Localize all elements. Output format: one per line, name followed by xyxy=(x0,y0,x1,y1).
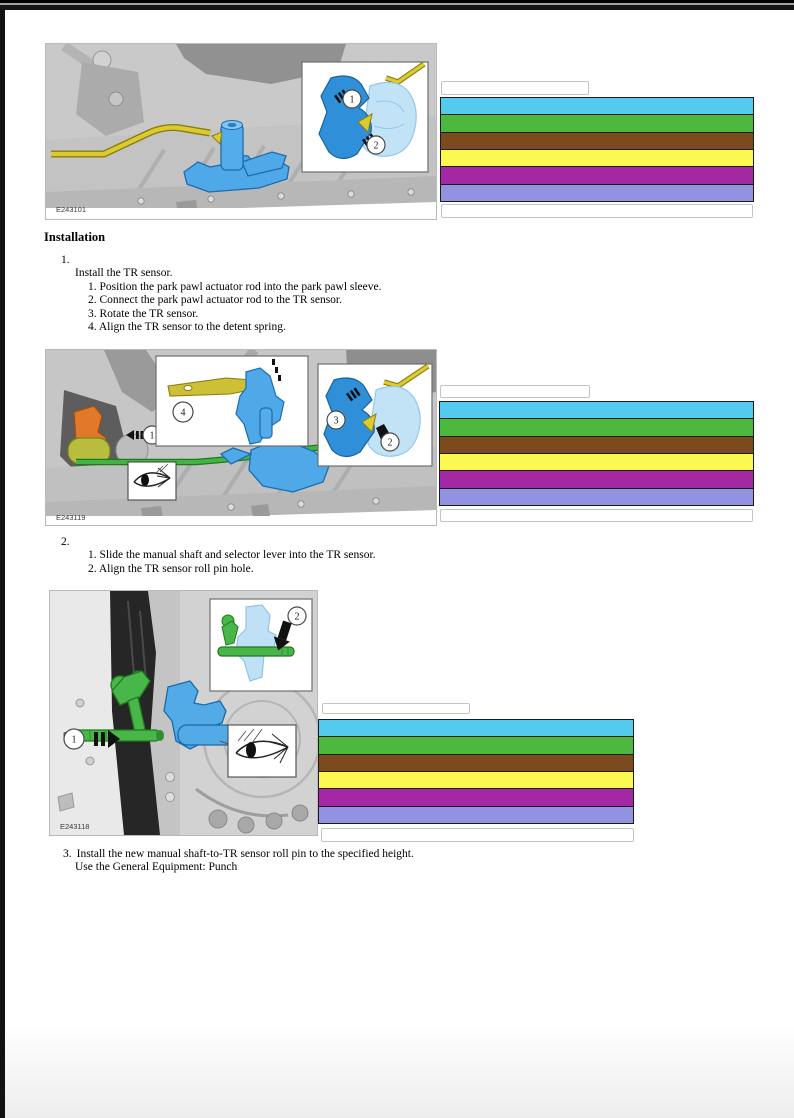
svg-text:2: 2 xyxy=(387,437,393,449)
placeholder-box-top-3[interactable] xyxy=(322,703,470,714)
step-1-substep-3: 3. Rotate the TR sensor. xyxy=(88,307,199,320)
figure-2-inset-sensor xyxy=(318,364,432,466)
figure-e243118-drawing xyxy=(50,591,317,835)
figure-e243101-drawing xyxy=(46,44,436,219)
figure-e243119-drawing xyxy=(46,350,436,525)
color-bar-4[interactable] xyxy=(439,453,754,471)
svg-text:1: 1 xyxy=(349,94,355,106)
window-top-bar xyxy=(0,0,794,10)
color-bar-4[interactable] xyxy=(318,771,634,789)
color-bar-1[interactable] xyxy=(318,719,634,737)
callout-2 xyxy=(288,607,306,625)
step-1 xyxy=(61,254,382,334)
figure-1-inset xyxy=(302,62,428,172)
view-direction-eye-icon xyxy=(128,462,176,500)
color-bar-stack-3 xyxy=(318,719,634,824)
svg-text:3: 3 xyxy=(333,415,339,427)
step-3-number: 3. xyxy=(63,848,72,860)
color-bar-stack-1 xyxy=(440,97,754,202)
figure-3-inset xyxy=(210,599,312,691)
figure-2-inset-detent xyxy=(156,356,308,446)
step-2-number: 2. xyxy=(61,536,70,548)
placeholder-box-bottom-1[interactable] xyxy=(441,204,753,218)
color-bar-5[interactable] xyxy=(439,470,754,488)
color-bar-6[interactable] xyxy=(318,806,634,824)
color-bar-3[interactable] xyxy=(318,754,634,772)
page-bottom-fade xyxy=(5,1023,794,1118)
step-2-substep-1: 1. Slide the manual shaft and selector lever into the TR sensor. xyxy=(88,549,376,562)
step-1-substep-1: 1. Position the park pawl actuator rod into the park pawl sleeve. xyxy=(88,280,382,293)
color-bar-1[interactable] xyxy=(440,97,754,115)
step-1-substep-2: 2. Connect the park pawl actuator rod to the TR sensor. xyxy=(88,294,343,307)
color-bar-2[interactable] xyxy=(440,114,754,132)
color-bar-6[interactable] xyxy=(440,184,754,202)
callout-4 xyxy=(173,402,193,422)
step-2 xyxy=(61,536,376,576)
placeholder-box-bottom-2[interactable] xyxy=(440,509,753,522)
figure-e243101 xyxy=(45,43,437,220)
figure-1-label: E243101 xyxy=(56,205,87,214)
step-1-number: 1. xyxy=(61,254,70,266)
view-direction-eye-icon xyxy=(228,725,296,777)
color-bar-3[interactable] xyxy=(440,132,754,150)
color-bar-4[interactable] xyxy=(440,149,754,167)
color-bar-3[interactable] xyxy=(439,436,754,454)
placeholder-box-top-2[interactable] xyxy=(440,385,590,398)
color-bar-stack-2 xyxy=(439,401,754,506)
step-3-note: Use the General Equipment: Punch xyxy=(75,861,238,874)
figure-e243118 xyxy=(49,590,318,836)
callout-3 xyxy=(327,411,345,429)
figure-e243119 xyxy=(45,349,437,526)
callout-2 xyxy=(367,136,385,154)
color-bar-5[interactable] xyxy=(318,788,634,806)
svg-text:4: 4 xyxy=(180,407,186,419)
svg-text:1: 1 xyxy=(71,734,77,746)
step-1-text: Install the TR sensor. xyxy=(75,267,173,280)
step-2-substep-2: 2. Align the TR sensor roll pin hole. xyxy=(88,562,254,575)
svg-text:1: 1 xyxy=(149,430,155,442)
color-bar-5[interactable] xyxy=(440,166,754,184)
svg-text:2: 2 xyxy=(294,611,300,623)
step-1-substep-4: 4. Align the TR sensor to the detent spring. xyxy=(88,321,286,334)
step-3-text: Install the new manual shaft-to-TR sensor roll pin to the specified height. xyxy=(76,848,414,860)
figure-3-label: E243118 xyxy=(60,822,90,831)
color-bar-1[interactable] xyxy=(439,401,754,419)
callout-1 xyxy=(343,90,361,108)
placeholder-box-bottom-3[interactable] xyxy=(321,828,634,842)
step-3 xyxy=(63,848,414,875)
color-bar-2[interactable] xyxy=(318,736,634,754)
callout-2 xyxy=(381,433,399,451)
color-bar-2[interactable] xyxy=(439,418,754,436)
installation-heading: Installation xyxy=(44,230,106,244)
color-bar-6[interactable] xyxy=(439,488,754,506)
svg-text:2: 2 xyxy=(373,140,379,152)
window-left-edge xyxy=(0,10,5,1118)
figure-2-label: E243119 xyxy=(56,513,86,522)
placeholder-box-top-1[interactable] xyxy=(441,81,589,95)
